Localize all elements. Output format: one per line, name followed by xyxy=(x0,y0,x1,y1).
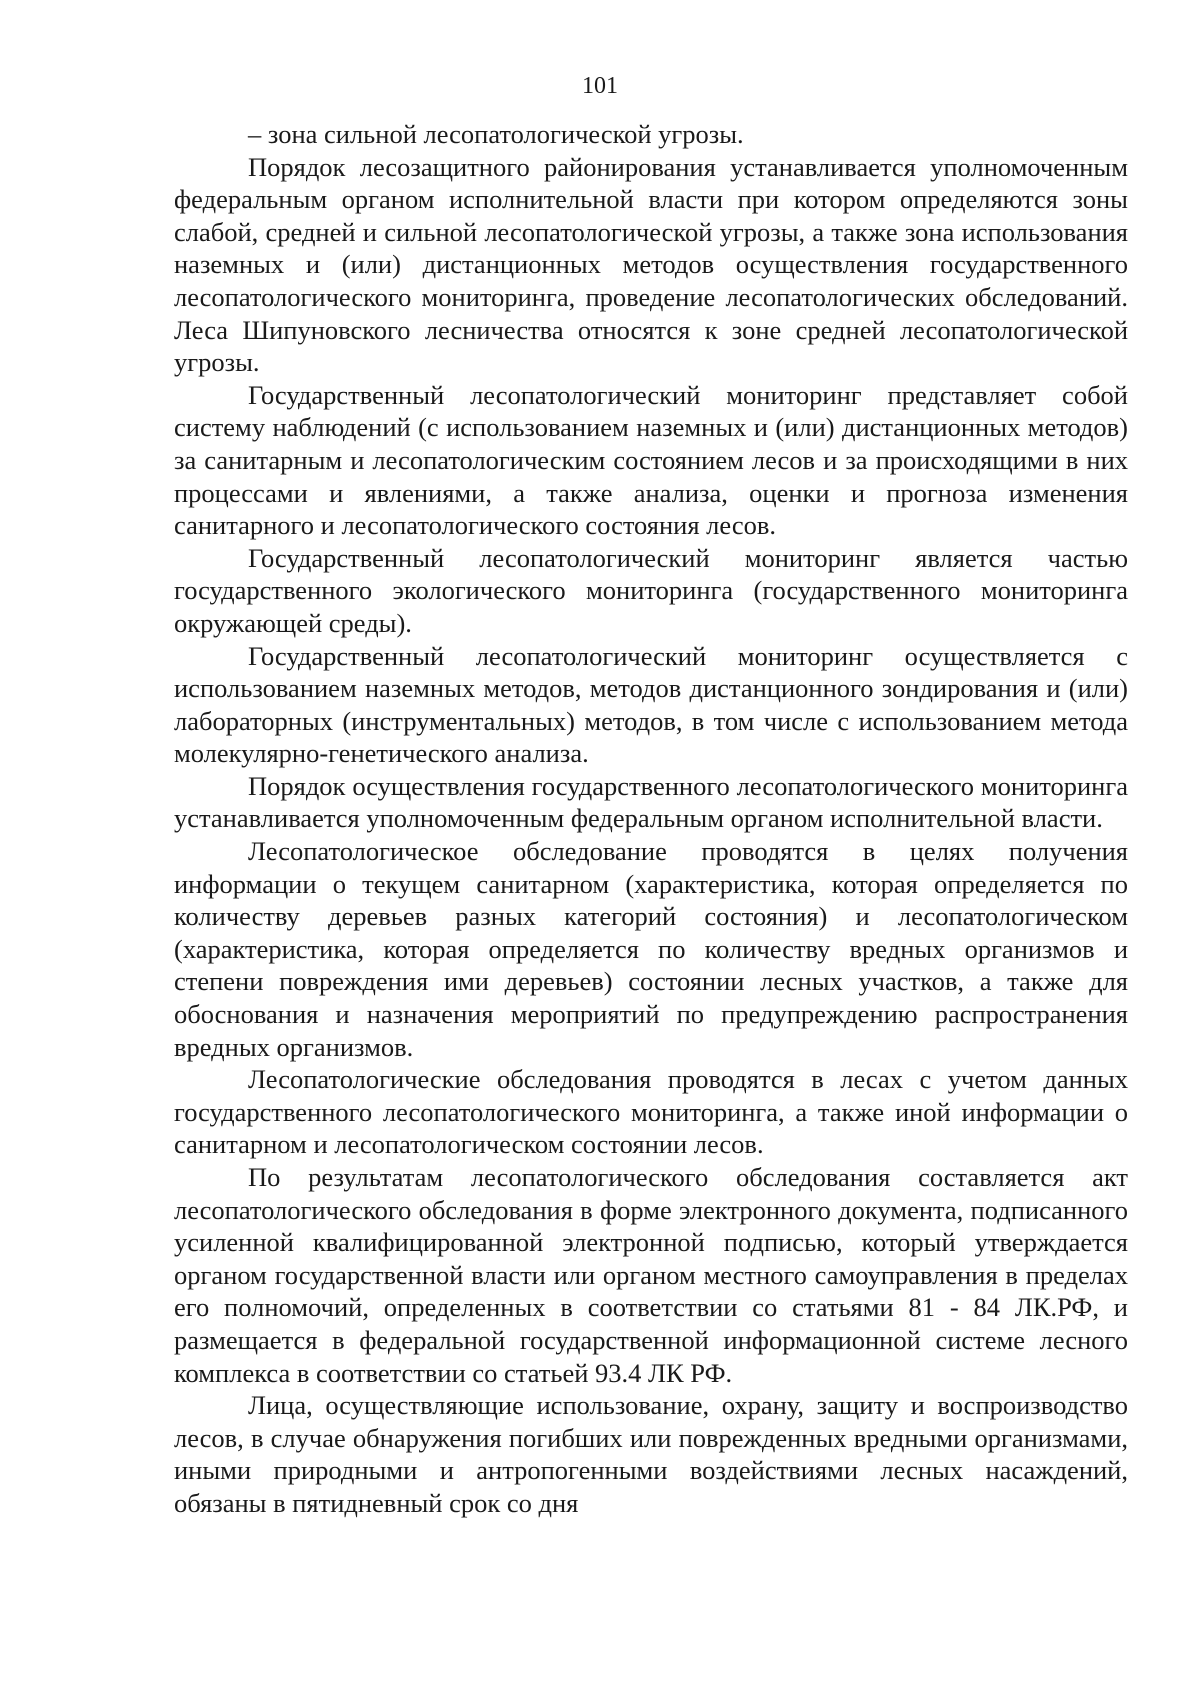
document-body xyxy=(174,118,1128,1520)
paragraph-monitoring-definition: Государственный лесопатологический мониторинг представляет собой систему наблюдений (с использованием наземных и (или) дистанционных методов) за санитарным и лесопатологическим состоянием лесов и за происходящими в них процессами и явлениями, а также анализа, оценки и прогноза изменения санитарного и лесопатологического состояния лесов. xyxy=(174,379,1128,541)
paragraph-zone-strong-threat: – зона сильной лесопатологической угрозы. xyxy=(248,119,744,149)
paragraph-survey-act: По результатам лесопатологического обследования составляется акт лесопатологического обследования в форме электронного документа, подписанного усиленной квалифицированной электронной подписью, который утверждается органом государственной власти или органом местного самоуправления в пределах его полномочий, определенных в соответствии со статьями 81 - 84 ЛК.РФ, и размещается в федеральной государственной информационной системе лесного комплекса в соответствии со статьей 93.4 ЛК РФ. xyxy=(174,1162,1128,1388)
paragraph-monitoring-part-of-ecological: Государственный лесопатологический мониторинг является частью государственного экологического мониторинга (государственного мониторинга окружающей среды). xyxy=(174,542,1128,638)
paragraph-forest-protection-zoning: Порядок лесозащитного районирования устанавливается уполномоченным федеральным органом исполнительной власти при котором определяются зоны слабой, средней и сильной лесопатологической угрозы, а также зона использования наземных и (или) дистанционных методов осуществления государственного лесопатологического мониторинга, проведение лесопатологических обследований. Леса Шипуновского лесничества относятся к зоне средней лесопатологической угрозы. xyxy=(174,151,1128,378)
paragraph-monitoring-methods: Государственный лесопатологический мониторинг осуществляется с использованием наземных методов, методов дистанционного зондирования и (или) лабораторных (инструментальных) методов, в том числе с использованием метода молекулярно-генетического анализа. xyxy=(174,640,1128,769)
page-number: 101 xyxy=(582,73,618,99)
paragraph-survey-purpose: Лесопатологическое обследование проводятся в целях получения информации о текущем санитарном (характеристика, которая определяется по количеству деревьев разных категорий состояния) и лесопатологическом (характеристика, которая определяется по количеству вредных организмов и степени повреждения ими деревьев) состоянии лесных участков, а также для обоснования и назначения мероприятий по предупреждению распространения вредных организмов. xyxy=(174,836,1128,1062)
paragraph-persons-obligations: Лица, осуществляющие использование, охрану, защиту и воспроизводство лесов, в случае обнаружения погибших или поврежденных вредными организмами, иными природными и антропогенными воздействиями лесных насаждений, обязаны в пятидневный срок со дня xyxy=(174,1390,1128,1518)
paragraph-monitoring-procedure: Порядок осуществления государственного лесопатологического мониторинга устанавливается уполномоченным федеральным органом исполнительной власти. xyxy=(174,770,1128,834)
paragraph-survey-data: Лесопатологические обследования проводятся в лесах с учетом данных государственного лесопатологического мониторинга, а также иной информации о санитарном и лесопатологическом состоянии лесов. xyxy=(174,1064,1128,1160)
